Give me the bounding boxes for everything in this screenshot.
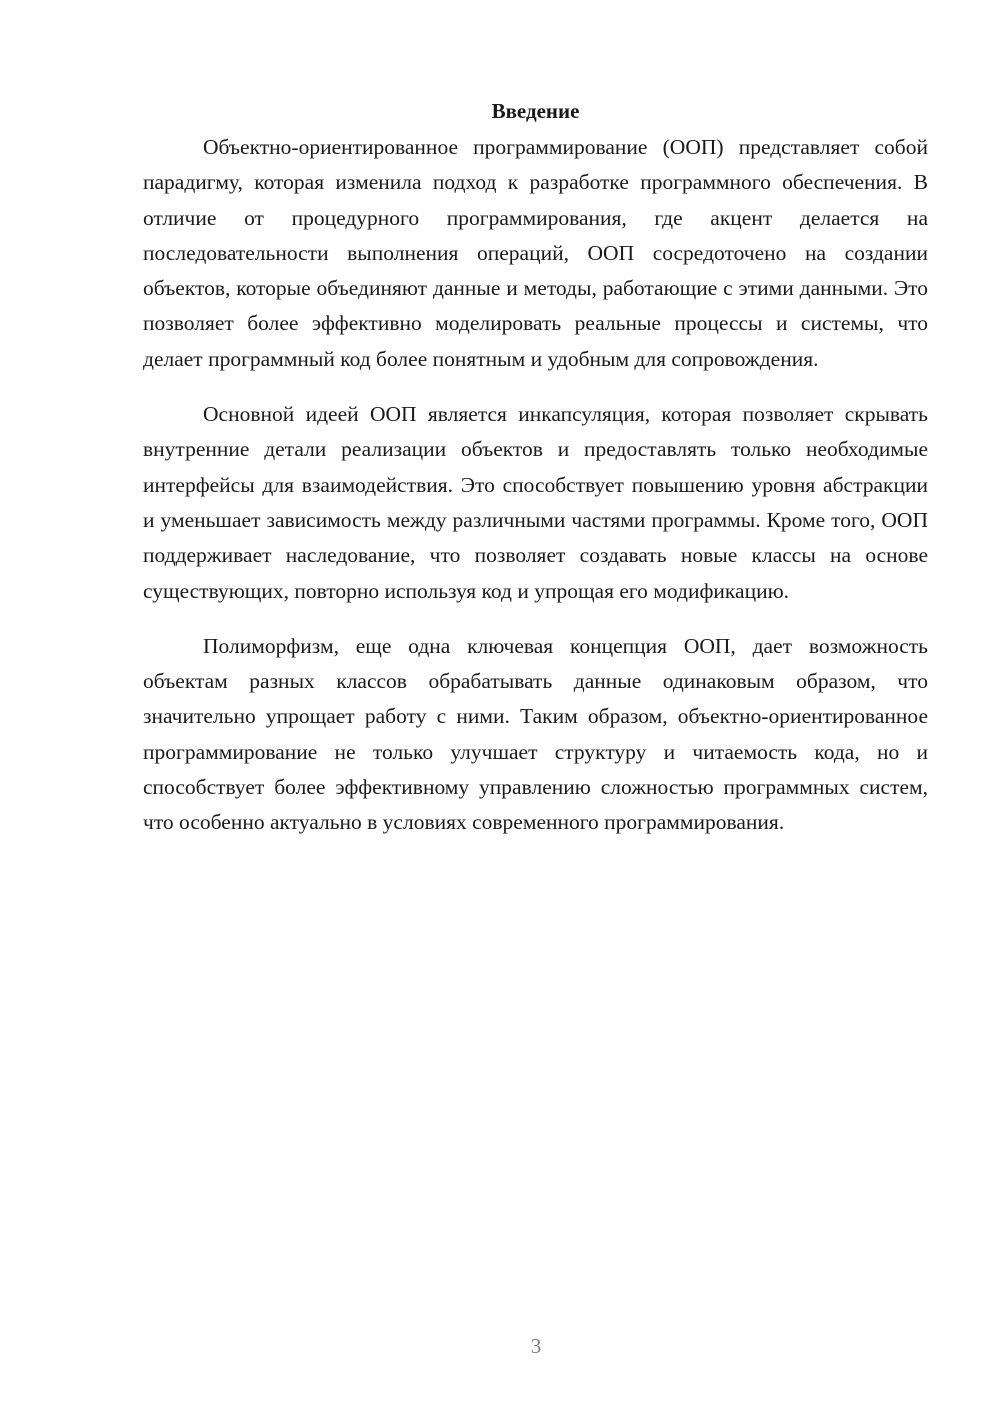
paragraph-polymorphism: Полиморфизм, еще одна ключевая концепция ООП, дает возможность объектам разных классов обрабатывать данные одинаковым образом, что значительно упрощает работу с ними. Таким образом, объектно-ориентированное программирование не только улучшает структуру и читаемость кода, но и способствует более эффективному управлению сложностью программных систем, что особенно актуально в условиях современного программирования.	[143, 633, 928, 835]
page-content	[143, 96, 928, 861]
section-title: Введение	[491, 99, 580, 123]
paragraph-encapsulation: Основной идеей ООП является инкапсуляция, которая позволяет скрывать внутренние детали реализации объектов и предоставлять только необходимые интерфейсы для взаимодействия. Это способствует повышению уровня абстракции и уменьшает зависимость между различными частями программы. Кроме того, ООП поддерживает наследование, что позволяет создавать новые классы на основе существующих, повторно используя код и упрощая его модификацию.	[143, 402, 928, 603]
page-number: 3	[530, 1334, 542, 1358]
paragraph-intro-oop: Объектно-ориентированное программирование (ООП) представляет собой парадигму, которая изменила подход к разработке программного обеспечения. В отличие от процедурного программирования, где акцент делается на последовательности выполнения операций, ООП сосредоточено на создании объектов, которые объединяют данные и методы, работающие с этими данными. Это позволяет более эффективно моделировать реальные процессы и системы, что делает программный код более понятным и удобным для сопровождения.	[143, 135, 928, 371]
